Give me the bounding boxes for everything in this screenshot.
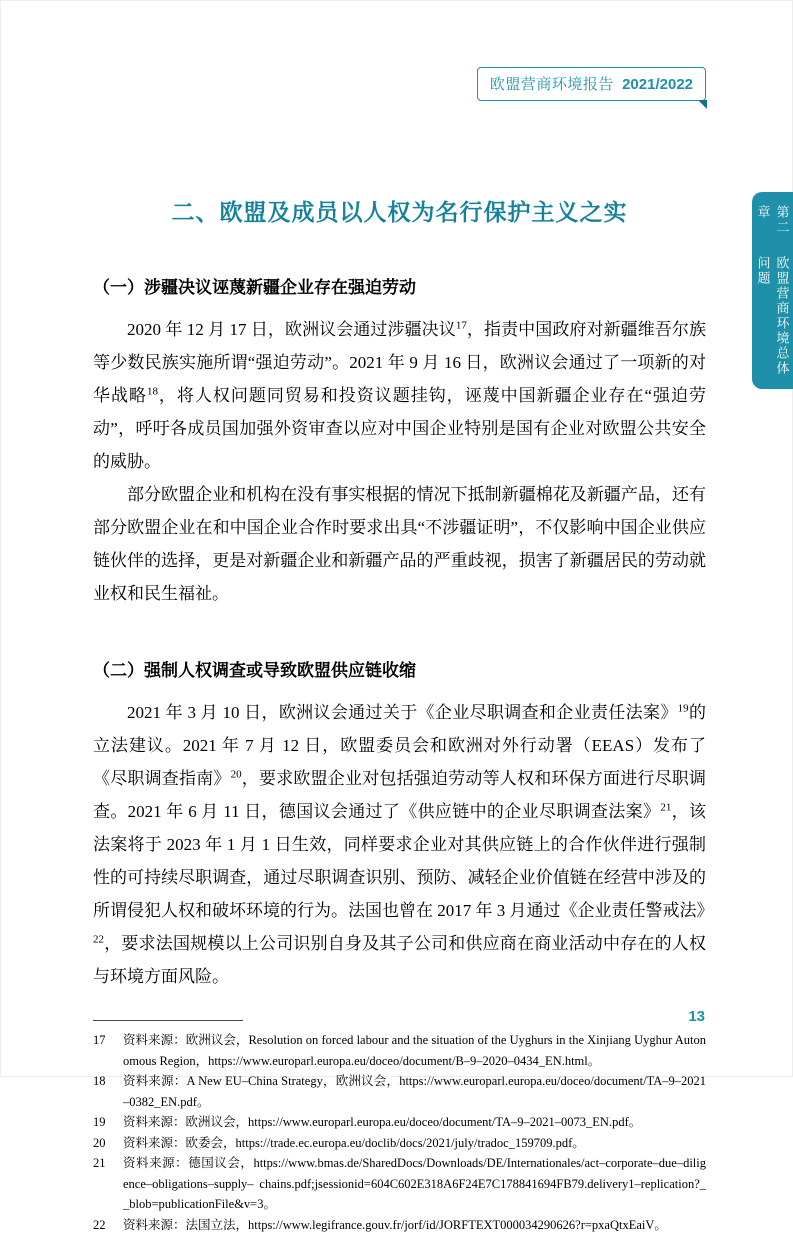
footnote-number: 20 [93,1133,123,1154]
footnote-number: 19 [93,1112,123,1133]
chapter-number: 第二章 [754,205,792,245]
footnote-number: 21 [93,1153,123,1215]
footnote-ref: 20 [231,768,242,780]
page-content [93,0,706,1235]
section-heading: （二）强制人权调查或导致欧盟供应链收缩 [93,656,706,681]
chapter-title: 欧盟营商环境总体问题 [754,256,792,389]
footnote-item [93,1071,706,1112]
report-edition: 2021/2022 [622,76,693,93]
footnote-ref: 18 [147,385,158,397]
footnote-item [93,1112,706,1133]
sections [93,273,706,993]
footnote-separator [93,1020,243,1021]
footnote-ref: 19 [678,702,689,714]
footnote-ref: 22 [93,933,104,945]
page-title: 二、欧盟及成员以人权为名行保护主义之实 [93,194,706,227]
footnote-number: 17 [93,1030,123,1071]
footnote-text: 资料来源：欧委会，https://trade.ec.europa.eu/doclib/docs/2021/july/tradoc_159709.pdf。 [123,1133,706,1154]
section-heading: （一）涉疆决议诬蔑新疆企业存在强迫劳动 [93,273,706,298]
footnote-item [93,1215,706,1235]
footnote-item [93,1153,706,1215]
footnote-text: 资料来源：德国议会，https://www.bmas.de/SharedDocs/Downloads/DE/Internationales/act–corporate–due–diligence–obligations–supply– chains.pdf;jsessionid=604C602E318A6F24E7C178841694FB79.delivery1–replication?__blob=publicationFile&v=3。 [123,1153,706,1215]
page-number: 13 [688,1008,705,1025]
footnote-ref: 21 [660,801,671,813]
footnote-text: 资料来源：A New EU–China Strategy，欧洲议会，https://www.europarl.europa.eu/doceo/document/TA–9–2021–0382_EN.pdf。 [123,1071,706,1112]
body-paragraph: 2020 年 12 月 17 日，欧洲议会通过涉疆决议$^{17}$，指责中国政府对新疆维吾尔族等少数民族实施所谓“强迫劳动”。2021 年 9 月 16 日，欧洲议会通过了一项新的对华战略$^{18}$，将人权问题同贸易和投资议题挂钩，诬蔑中国新疆企业存在“强迫劳动”，呼吁各成员国加强外资审查以应对中国企业特别是国有企业对欧盟公共安全的威胁。 [93,313,706,478]
footnote-text: 资料来源：法国立法，https://www.legifrance.gouv.fr/jorf/id/JORFTEXT000034290626?r=pxaQtxEaiV。 [123,1215,706,1235]
chapter-side-tab [752,192,793,389]
footnote-text: 资料来源：欧洲议会，https://www.europarl.europa.eu/doceo/document/TA–9–2021–0073_EN.pdf。 [123,1112,706,1133]
footnote-item [93,1133,706,1154]
report-title: 欧盟营商环境报告 [490,76,614,93]
footnotes-list [93,1030,706,1235]
body-paragraph: 部分欧盟企业和机构在没有事实根据的情况下抵制新疆棉花及新疆产品，还有部分欧盟企业在和中国企业合作时要求出具“不涉疆证明”，不仅影响中国企业供应链伙伴的选择，更是对新疆企业和新疆产品的严重歧视，损害了新疆居民的劳动就业权和民生福祉。 [93,478,706,610]
footnote-ref: 17 [456,319,467,331]
footnote-text: 资料来源：欧洲议会，Resolution on forced labour and the situation of the Uyghurs in the Xinjiang Uyghur Autonomous Region，https://www.europarl.europa.eu/doceo/document/B–9–2020–0434_EN.html。 [123,1030,706,1071]
footnote-number: 22 [93,1215,123,1235]
footnote-number: 18 [93,1071,123,1112]
footnote-item [93,1030,706,1071]
body-paragraph: 2021 年 3 月 10 日，欧洲议会通过关于《企业尽职调查和企业责任法案》$^{19}$的立法建议。2021 年 7 月 12 日，欧盟委员会和欧洲对外行动署（EEAS）发布了《尽职调查指南》$^{20}$，要求欧盟企业对包括强迫劳动等人权和环保方面进行尽职调查。2021 年 6 月 11 日，德国议会通过了《供应链中的企业尽职调查法案》$^{21}$，该法案将于 2023 年 1 月 1 日生效，同样要求企业对其供应链上的合作伙伴进行强制性的可持续尽职调查，通过尽职调查识别、预防、减轻企业价值链在经营中涉及的所谓侵犯人权和破坏环境的行为。法国也曾在 2017 年 3 月通过《企业责任警戒法》$^{22}$，要求法国规模以上公司识别自身及其子公司和供应商在商业活动中存在的人权与环境方面风险。 [93,696,706,993]
